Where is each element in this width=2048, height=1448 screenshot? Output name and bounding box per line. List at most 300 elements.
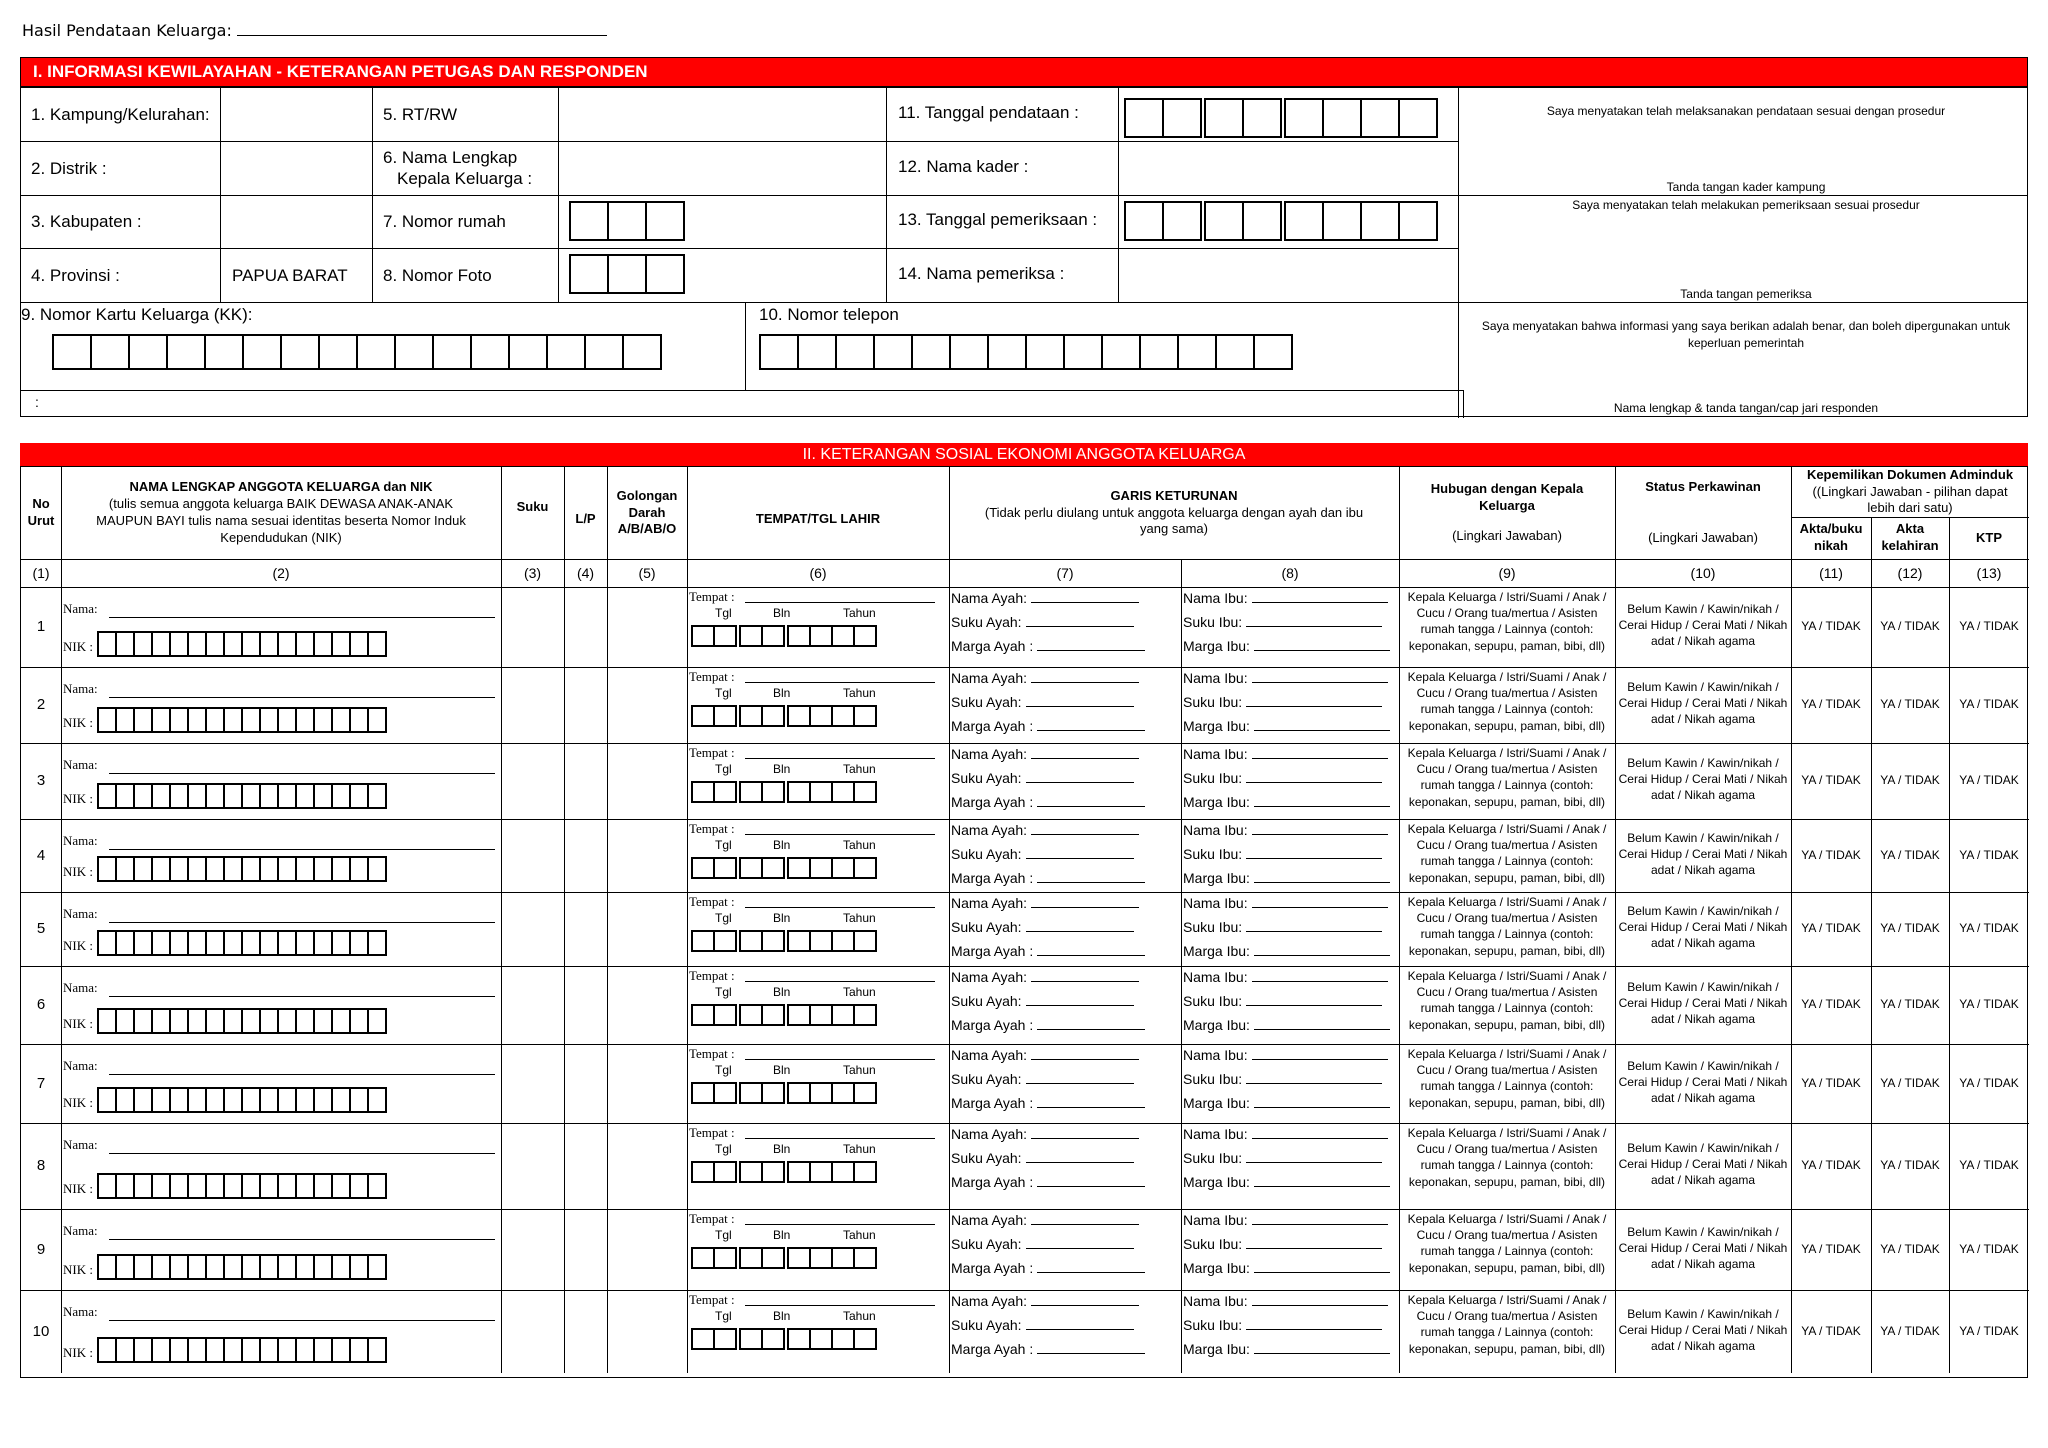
nik-digit-box[interactable]	[295, 1337, 315, 1363]
nik-digit-box[interactable]	[295, 930, 315, 956]
tempat-underline[interactable]	[745, 758, 935, 759]
nik-digit-box[interactable]	[223, 1337, 243, 1363]
birthdate-boxes[interactable]	[691, 1328, 875, 1350]
marga-ayah-field[interactable]	[951, 1341, 1145, 1357]
nik-digit-box[interactable]	[169, 783, 189, 809]
status-options[interactable]: Belum Kawin / Kawin/nikah / Cerai Hidup / Cerai Mati / Nikah adat / Nikah agama	[1618, 1058, 1788, 1105]
nik-digit-box[interactable]	[367, 1173, 387, 1199]
ktp-choice[interactable]: YA / TIDAK	[1959, 619, 2019, 633]
date-digit-box[interactable]	[787, 1004, 811, 1026]
nik-boxes[interactable]	[97, 1008, 385, 1034]
nik-digit-box[interactable]	[223, 1254, 243, 1280]
nik-digit-box[interactable]	[295, 1087, 315, 1113]
nik-digit-box[interactable]	[331, 707, 351, 733]
birthdate-boxes[interactable]	[691, 857, 875, 879]
ktp-choice[interactable]: YA / TIDAK	[1959, 847, 2019, 862]
nik-digit-box[interactable]	[169, 1254, 189, 1280]
nomor-foto-boxes[interactable]	[569, 254, 683, 294]
nik-digit-box[interactable]	[151, 1008, 171, 1034]
name-underline[interactable]	[109, 849, 495, 850]
suku-ibu-field[interactable]	[1183, 846, 1382, 862]
suku-ayah-field[interactable]	[951, 614, 1134, 630]
marga-ibu-field[interactable]	[1183, 943, 1390, 959]
nik-digit-box[interactable]	[331, 783, 351, 809]
nik-digit-box[interactable]	[205, 631, 225, 657]
suku-ayah-field[interactable]	[951, 993, 1134, 1009]
nik-digit-box[interactable]	[205, 707, 225, 733]
nik-digit-box[interactable]	[313, 1173, 333, 1199]
nik-digit-box[interactable]	[151, 856, 171, 882]
nik-digit-box[interactable]	[115, 707, 135, 733]
nama-ibu-field[interactable]	[1183, 590, 1388, 606]
status-options[interactable]: Belum Kawin / Kawin/nikah / Cerai Hidup / Cerai Mati / Nikah adat / Nikah agama	[1618, 980, 1788, 1027]
tanggal-pemeriksaan-boxes[interactable]	[1124, 201, 1436, 241]
nik-digit-box[interactable]	[151, 1337, 171, 1363]
date-digit-box[interactable]	[739, 1004, 763, 1026]
nama-ibu-field[interactable]	[1183, 1212, 1388, 1228]
suku-ibu-field[interactable]	[1183, 993, 1382, 1009]
nik-digit-box[interactable]	[187, 1254, 207, 1280]
nik-digit-box[interactable]	[313, 783, 333, 809]
date-digit-box[interactable]	[691, 1004, 715, 1026]
nik-digit-box[interactable]	[259, 930, 279, 956]
tempat-underline[interactable]	[745, 907, 935, 908]
nik-digit-box[interactable]	[223, 783, 243, 809]
nik-digit-box[interactable]	[313, 856, 333, 882]
nik-digit-box[interactable]	[205, 1008, 225, 1034]
nama-ayah-field[interactable]	[951, 590, 1139, 606]
nik-boxes[interactable]	[97, 1337, 385, 1363]
nik-digit-box[interactable]	[313, 707, 333, 733]
tanggal-pendataan-boxes[interactable]	[1124, 98, 1436, 138]
nik-digit-box[interactable]	[331, 1254, 351, 1280]
digit-box[interactable]	[242, 334, 282, 370]
nik-digit-box[interactable]	[349, 631, 369, 657]
nik-boxes[interactable]	[97, 1173, 385, 1199]
nik-digit-box[interactable]	[223, 631, 243, 657]
date-digit-box[interactable]	[691, 781, 715, 803]
birthdate-boxes[interactable]	[691, 1247, 875, 1269]
name-underline[interactable]	[109, 1239, 495, 1240]
nama-ibu-field[interactable]	[1183, 969, 1388, 985]
date-digit-box[interactable]	[761, 705, 785, 727]
date-digit-box[interactable]	[787, 1247, 811, 1269]
nik-digit-box[interactable]	[169, 1008, 189, 1034]
marga-ibu-field[interactable]	[1183, 1017, 1390, 1033]
nik-digit-box[interactable]	[151, 1173, 171, 1199]
nik-digit-box[interactable]	[241, 1337, 261, 1363]
nik-boxes[interactable]	[97, 930, 385, 956]
nik-digit-box[interactable]	[241, 856, 261, 882]
marga-ayah-field[interactable]	[951, 1260, 1145, 1276]
date-digit-box[interactable]	[691, 1161, 715, 1183]
name-underline[interactable]	[109, 996, 495, 997]
nik-digit-box[interactable]	[367, 856, 387, 882]
date-digit-box[interactable]	[739, 857, 763, 879]
date-digit-box[interactable]	[713, 1328, 737, 1350]
date-digit-box[interactable]	[809, 781, 833, 803]
digit-box[interactable]	[90, 334, 130, 370]
date-digit-box[interactable]	[787, 705, 811, 727]
hubungan-options[interactable]: Kepala Keluarga / Istri/Suami / Anak / Cucu / Orang tua/mertua / Asisten rumah tangga / Lainnya (contoh: keponakan, sepupu, paman, bibi, dll)	[1407, 895, 1607, 958]
nik-digit-box[interactable]	[349, 707, 369, 733]
nik-digit-box[interactable]	[241, 631, 261, 657]
suku-ibu-field[interactable]	[1183, 1071, 1382, 1087]
nik-digit-box[interactable]	[241, 930, 261, 956]
nik-digit-box[interactable]	[349, 930, 369, 956]
nik-digit-box[interactable]	[277, 631, 297, 657]
suku-ayah-field[interactable]	[951, 1150, 1134, 1166]
nik-digit-box[interactable]	[205, 1173, 225, 1199]
name-underline[interactable]	[109, 1074, 495, 1075]
date-digit-box[interactable]	[831, 625, 855, 647]
nama-ayah-field[interactable]	[951, 1047, 1139, 1063]
akta-nikah-choice[interactable]: YA / TIDAK	[1801, 1323, 1861, 1338]
nik-digit-box[interactable]	[295, 707, 315, 733]
nik-digit-box[interactable]	[97, 631, 117, 657]
date-digit-box[interactable]	[739, 1247, 763, 1269]
hubungan-options[interactable]: Kepala Keluarga / Istri/Suami / Anak / Cucu / Orang tua/mertua / Asisten rumah tangga / Lainnya (contoh: keponakan, sepupu, paman, bibi, dll)	[1407, 969, 1607, 1032]
nik-digit-box[interactable]	[277, 856, 297, 882]
suku-ayah-field[interactable]	[951, 1236, 1134, 1252]
date-digit-box[interactable]	[761, 1161, 785, 1183]
suku-ayah-field[interactable]	[951, 1317, 1134, 1333]
nik-digit-box[interactable]	[115, 1254, 135, 1280]
akta-lahir-choice[interactable]: YA / TIDAK	[1880, 1158, 1940, 1172]
name-underline[interactable]	[109, 1320, 495, 1321]
nik-digit-box[interactable]	[151, 783, 171, 809]
nik-digit-box[interactable]	[349, 1254, 369, 1280]
nik-digit-box[interactable]	[259, 856, 279, 882]
status-options[interactable]: Belum Kawin / Kawin/nikah / Cerai Hidup / Cerai Mati / Nikah adat / Nikah agama	[1618, 1306, 1788, 1353]
digit-box[interactable]	[432, 334, 472, 370]
suku-ayah-field[interactable]	[951, 846, 1134, 862]
marga-ibu-field[interactable]	[1183, 718, 1390, 734]
date-digit-box[interactable]	[713, 625, 737, 647]
nik-digit-box[interactable]	[277, 930, 297, 956]
nik-digit-box[interactable]	[133, 1337, 153, 1363]
ktp-choice[interactable]: YA / TIDAK	[1959, 1158, 2019, 1172]
nik-digit-box[interactable]	[205, 1254, 225, 1280]
nik-digit-box[interactable]	[151, 631, 171, 657]
marga-ibu-field[interactable]	[1183, 638, 1390, 654]
nik-digit-box[interactable]	[295, 1254, 315, 1280]
nik-digit-box[interactable]	[241, 783, 261, 809]
date-digit-box[interactable]	[739, 1328, 763, 1350]
nik-digit-box[interactable]	[313, 930, 333, 956]
ktp-choice[interactable]: YA / TIDAK	[1959, 997, 2019, 1011]
nik-digit-box[interactable]	[367, 1337, 387, 1363]
digit-box[interactable]	[508, 334, 548, 370]
nik-digit-box[interactable]	[295, 631, 315, 657]
nik-digit-box[interactable]	[259, 783, 279, 809]
hubungan-options[interactable]: Kepala Keluarga / Istri/Suami / Anak / Cucu / Orang tua/mertua / Asisten rumah tangga / Lainnya (contoh: keponakan, sepupu, paman, bibi, dll)	[1407, 822, 1607, 885]
nik-digit-box[interactable]	[187, 1087, 207, 1113]
status-options[interactable]: Belum Kawin / Kawin/nikah / Cerai Hidup / Cerai Mati / Nikah adat / Nikah agama	[1618, 756, 1788, 803]
date-digit-box[interactable]	[809, 930, 833, 952]
date-digit-box[interactable]	[713, 1161, 737, 1183]
nomor-rumah-boxes[interactable]	[569, 201, 683, 241]
date-digit-box[interactable]	[809, 705, 833, 727]
marga-ayah-field[interactable]	[951, 870, 1145, 886]
ktp-choice[interactable]: YA / TIDAK	[1959, 1075, 2019, 1090]
nik-digit-box[interactable]	[313, 1008, 333, 1034]
akta-lahir-choice[interactable]: YA / TIDAK	[1880, 847, 1940, 862]
nik-digit-box[interactable]	[331, 631, 351, 657]
name-underline[interactable]	[109, 697, 495, 698]
suku-ibu-field[interactable]	[1183, 1317, 1382, 1333]
digit-box[interactable]	[1101, 334, 1141, 370]
date-digit-box[interactable]	[853, 930, 877, 952]
akta-nikah-choice[interactable]: YA / TIDAK	[1801, 921, 1861, 935]
akta-lahir-choice[interactable]: YA / TIDAK	[1880, 1075, 1940, 1090]
nik-digit-box[interactable]	[187, 856, 207, 882]
nama-ayah-field[interactable]	[951, 670, 1139, 686]
nik-digit-box[interactable]	[97, 783, 117, 809]
date-digit-box[interactable]	[831, 930, 855, 952]
date-digit-box[interactable]	[691, 625, 715, 647]
akta-lahir-choice[interactable]: YA / TIDAK	[1880, 997, 1940, 1011]
akta-nikah-choice[interactable]: YA / TIDAK	[1801, 847, 1861, 862]
date-digit-box[interactable]	[809, 1247, 833, 1269]
digit-box[interactable]	[987, 334, 1027, 370]
marga-ayah-field[interactable]	[951, 718, 1145, 734]
ktp-choice[interactable]: YA / TIDAK	[1959, 921, 2019, 935]
name-underline[interactable]	[109, 773, 495, 774]
akta-nikah-choice[interactable]: YA / TIDAK	[1801, 997, 1861, 1011]
date-digit-box[interactable]	[739, 625, 763, 647]
date-digit-box[interactable]	[691, 930, 715, 952]
name-underline[interactable]	[109, 617, 495, 618]
digit-box[interactable]	[204, 334, 244, 370]
nik-digit-box[interactable]	[277, 1337, 297, 1363]
date-digit-box[interactable]	[853, 1247, 877, 1269]
nik-digit-box[interactable]	[97, 1337, 117, 1363]
date-digit-box[interactable]	[809, 1082, 833, 1104]
marga-ibu-field[interactable]	[1183, 1095, 1390, 1111]
nik-boxes[interactable]	[97, 1254, 385, 1280]
nik-boxes[interactable]	[97, 707, 385, 733]
nik-digit-box[interactable]	[151, 930, 171, 956]
nik-boxes[interactable]	[97, 631, 385, 657]
tempat-underline[interactable]	[745, 1059, 935, 1060]
name-underline[interactable]	[109, 922, 495, 923]
digit-box[interactable]	[759, 334, 799, 370]
nik-digit-box[interactable]	[223, 707, 243, 733]
hubungan-options[interactable]: Kepala Keluarga / Istri/Suami / Anak / Cucu / Orang tua/mertua / Asisten rumah tangga / Lainnya (contoh: keponakan, sepupu, paman, bibi, dll)	[1407, 670, 1607, 733]
date-digit-box[interactable]	[831, 857, 855, 879]
nik-digit-box[interactable]	[169, 856, 189, 882]
digit-box[interactable]	[873, 334, 913, 370]
date-digit-box[interactable]	[809, 1161, 833, 1183]
suku-ayah-field[interactable]	[951, 694, 1134, 710]
digit-box[interactable]	[1139, 334, 1179, 370]
date-digit-box[interactable]	[831, 1328, 855, 1350]
nomor-telepon-boxes[interactable]	[759, 334, 1291, 370]
date-digit-box[interactable]	[853, 625, 877, 647]
date-digit-box[interactable]	[761, 1004, 785, 1026]
nik-digit-box[interactable]	[187, 1337, 207, 1363]
nik-digit-box[interactable]	[259, 707, 279, 733]
suku-ibu-field[interactable]	[1183, 1150, 1382, 1166]
nik-digit-box[interactable]	[277, 1087, 297, 1113]
nik-digit-box[interactable]	[349, 1173, 369, 1199]
nik-digit-box[interactable]	[349, 856, 369, 882]
digit-box[interactable]	[280, 334, 320, 370]
nik-digit-box[interactable]	[169, 1173, 189, 1199]
nik-digit-box[interactable]	[115, 930, 135, 956]
hubungan-options[interactable]: Kepala Keluarga / Istri/Suami / Anak / Cucu / Orang tua/mertua / Asisten rumah tangga / Lainnya (contoh: keponakan, sepupu, paman, bibi, dll)	[1407, 1212, 1607, 1275]
akta-lahir-choice[interactable]: YA / TIDAK	[1880, 1323, 1940, 1338]
tempat-underline[interactable]	[745, 602, 935, 603]
nik-digit-box[interactable]	[367, 1087, 387, 1113]
nik-digit-box[interactable]	[97, 1087, 117, 1113]
date-digit-box[interactable]	[713, 1247, 737, 1269]
nik-digit-box[interactable]	[187, 1173, 207, 1199]
status-options[interactable]: Belum Kawin / Kawin/nikah / Cerai Hidup / Cerai Mati / Nikah adat / Nikah agama	[1618, 1141, 1788, 1188]
nik-digit-box[interactable]	[97, 856, 117, 882]
birthdate-boxes[interactable]	[691, 705, 875, 727]
suku-ayah-field[interactable]	[951, 1071, 1134, 1087]
nama-ayah-field[interactable]	[951, 1293, 1139, 1309]
nik-digit-box[interactable]	[133, 1087, 153, 1113]
nik-digit-box[interactable]	[277, 1008, 297, 1034]
nama-ibu-field[interactable]	[1183, 822, 1388, 838]
nik-digit-box[interactable]	[97, 707, 117, 733]
nama-ayah-field[interactable]	[951, 822, 1139, 838]
date-digit-box[interactable]	[831, 1161, 855, 1183]
digit-box[interactable]	[1253, 334, 1293, 370]
nik-digit-box[interactable]	[115, 783, 135, 809]
date-digit-box[interactable]	[809, 857, 833, 879]
marga-ayah-field[interactable]	[951, 794, 1145, 810]
status-options[interactable]: Belum Kawin / Kawin/nikah / Cerai Hidup / Cerai Mati / Nikah adat / Nikah agama	[1618, 602, 1788, 649]
digit-box[interactable]	[797, 334, 837, 370]
date-digit-box[interactable]	[739, 781, 763, 803]
date-digit-box[interactable]	[761, 1247, 785, 1269]
date-digit-box[interactable]	[691, 1328, 715, 1350]
nik-digit-box[interactable]	[115, 1008, 135, 1034]
name-underline[interactable]	[109, 1153, 495, 1154]
digit-box[interactable]	[1025, 334, 1065, 370]
date-digit-box[interactable]	[713, 930, 737, 952]
nama-ibu-field[interactable]	[1183, 1293, 1388, 1309]
date-digit-box[interactable]	[713, 781, 737, 803]
nama-ayah-field[interactable]	[951, 1126, 1139, 1142]
digit-box[interactable]	[166, 334, 206, 370]
nomor-kk-boxes[interactable]	[52, 334, 660, 370]
nik-digit-box[interactable]	[277, 1173, 297, 1199]
akta-nikah-choice[interactable]: YA / TIDAK	[1801, 1075, 1861, 1090]
date-digit-box[interactable]	[787, 625, 811, 647]
date-digit-box[interactable]	[853, 1328, 877, 1350]
date-digit-box[interactable]	[853, 857, 877, 879]
nik-digit-box[interactable]	[223, 1173, 243, 1199]
tempat-underline[interactable]	[745, 981, 935, 982]
date-digit-box[interactable]	[853, 705, 877, 727]
nik-digit-box[interactable]	[133, 1173, 153, 1199]
nik-digit-box[interactable]	[295, 1008, 315, 1034]
suku-ayah-field[interactable]	[951, 770, 1134, 786]
nik-digit-box[interactable]	[205, 1087, 225, 1113]
date-digit-box[interactable]	[691, 1082, 715, 1104]
date-digit-box[interactable]	[713, 1004, 737, 1026]
nik-digit-box[interactable]	[151, 1254, 171, 1280]
hubungan-options[interactable]: Kepala Keluarga / Istri/Suami / Anak / Cucu / Orang tua/mertua / Asisten rumah tangga / Lainnya (contoh: keponakan, sepupu, paman, bibi, dll)	[1407, 1126, 1607, 1189]
date-digit-box[interactable]	[761, 625, 785, 647]
date-digit-box[interactable]	[831, 1004, 855, 1026]
digit-box[interactable]	[911, 334, 951, 370]
akta-nikah-choice[interactable]: YA / TIDAK	[1801, 773, 1861, 787]
akta-lahir-choice[interactable]: YA / TIDAK	[1880, 619, 1940, 633]
date-digit-box[interactable]	[809, 625, 833, 647]
nik-digit-box[interactable]	[259, 1254, 279, 1280]
nik-digit-box[interactable]	[97, 1008, 117, 1034]
hubungan-options[interactable]: Kepala Keluarga / Istri/Suami / Anak / Cucu / Orang tua/mertua / Asisten rumah tangga / Lainnya (contoh: keponakan, sepupu, paman, bibi, dll)	[1407, 1047, 1607, 1110]
date-digit-box[interactable]	[831, 1082, 855, 1104]
ktp-choice[interactable]: YA / TIDAK	[1959, 697, 2019, 711]
marga-ibu-field[interactable]	[1183, 1341, 1390, 1357]
nama-ibu-field[interactable]	[1183, 1126, 1388, 1142]
akta-nikah-choice[interactable]: YA / TIDAK	[1801, 1158, 1861, 1172]
digit-box[interactable]	[52, 334, 92, 370]
digit-box[interactable]	[1215, 334, 1255, 370]
nama-ibu-field[interactable]	[1183, 1047, 1388, 1063]
akta-nikah-choice[interactable]: YA / TIDAK	[1801, 619, 1861, 633]
ktp-choice[interactable]: YA / TIDAK	[1959, 1241, 2019, 1256]
nik-digit-box[interactable]	[277, 783, 297, 809]
nik-digit-box[interactable]	[133, 1008, 153, 1034]
digit-box[interactable]	[546, 334, 586, 370]
marga-ayah-field[interactable]	[951, 638, 1145, 654]
nik-digit-box[interactable]	[367, 1008, 387, 1034]
nik-digit-box[interactable]	[331, 1008, 351, 1034]
tempat-underline[interactable]	[745, 834, 935, 835]
nik-digit-box[interactable]	[133, 631, 153, 657]
nik-digit-box[interactable]	[331, 930, 351, 956]
date-digit-box[interactable]	[739, 930, 763, 952]
digit-box[interactable]	[835, 334, 875, 370]
hubungan-options[interactable]: Kepala Keluarga / Istri/Suami / Anak / Cucu / Orang tua/mertua / Asisten rumah tangga / Lainnya (contoh: keponakan, sepupu, paman, bibi, dll)	[1407, 590, 1607, 653]
date-digit-box[interactable]	[691, 857, 715, 879]
date-digit-box[interactable]	[691, 1247, 715, 1269]
nik-digit-box[interactable]	[259, 1337, 279, 1363]
nama-ayah-field[interactable]	[951, 969, 1139, 985]
suku-ibu-field[interactable]	[1183, 919, 1382, 935]
family-result-field[interactable]	[237, 20, 607, 36]
nik-digit-box[interactable]	[187, 631, 207, 657]
date-digit-box[interactable]	[787, 1161, 811, 1183]
nik-digit-box[interactable]	[133, 783, 153, 809]
nik-digit-box[interactable]	[187, 783, 207, 809]
date-digit-box[interactable]	[787, 781, 811, 803]
nik-digit-box[interactable]	[295, 1173, 315, 1199]
nik-digit-box[interactable]	[241, 1008, 261, 1034]
nik-digit-box[interactable]	[151, 707, 171, 733]
nik-boxes[interactable]	[97, 1087, 385, 1113]
suku-ibu-field[interactable]	[1183, 694, 1382, 710]
nik-digit-box[interactable]	[169, 707, 189, 733]
nik-digit-box[interactable]	[367, 930, 387, 956]
nik-digit-box[interactable]	[205, 1337, 225, 1363]
nik-digit-box[interactable]	[133, 707, 153, 733]
date-digit-box[interactable]	[831, 781, 855, 803]
date-digit-box[interactable]	[713, 705, 737, 727]
suku-ibu-field[interactable]	[1183, 770, 1382, 786]
marga-ayah-field[interactable]	[951, 1095, 1145, 1111]
nik-digit-box[interactable]	[367, 783, 387, 809]
birthdate-boxes[interactable]	[691, 930, 875, 952]
